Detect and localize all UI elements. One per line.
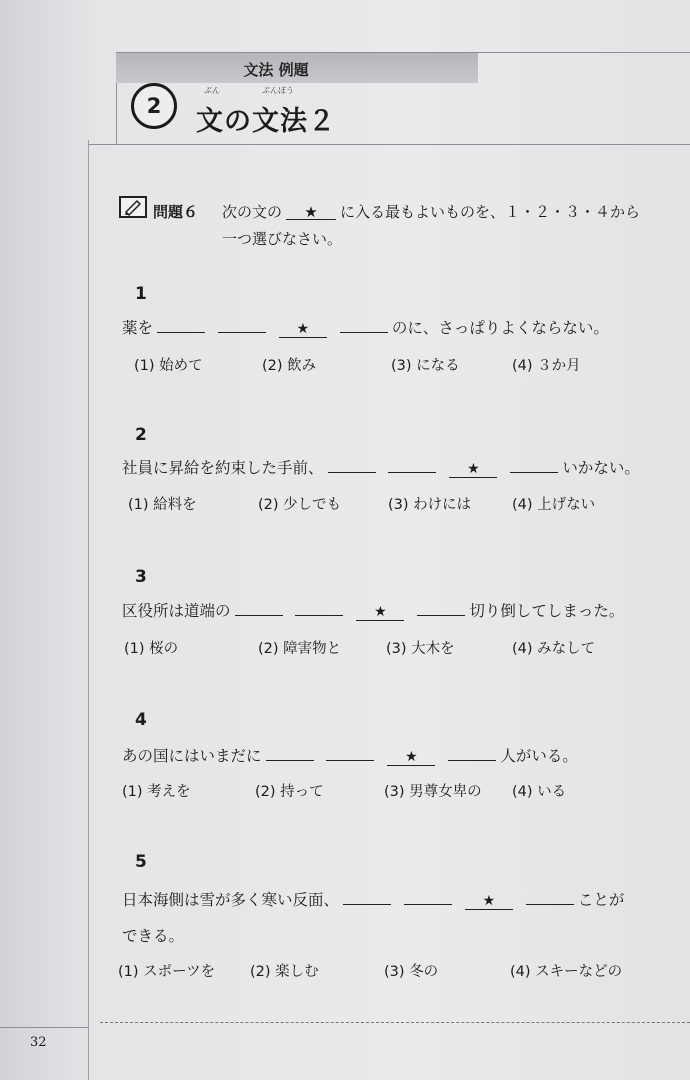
instruction-text-a: 次の文の xyxy=(222,203,283,221)
question-3-sentence xyxy=(122,599,624,621)
question-5-star-blank: ★ xyxy=(465,893,513,910)
question-number-4: 4 xyxy=(135,710,147,730)
header-divider xyxy=(88,144,690,145)
question-3-option-3: (3) 大木を xyxy=(386,641,455,657)
question-4-start: あの国にはいまだに xyxy=(122,747,262,765)
question-1-blank-4 xyxy=(340,316,388,333)
instruction-line-1 xyxy=(222,201,640,222)
question-5-blank-1 xyxy=(343,888,391,905)
question-4-option-3: (3) 男尊女卑の xyxy=(384,784,482,800)
question-2-blank-4 xyxy=(510,456,558,473)
question-2-end: いかない。 xyxy=(562,459,640,477)
question-4-option-4: (4) いる xyxy=(512,784,567,800)
question-5-option-4: (4) スキーなどの xyxy=(510,964,623,980)
question-5-option-3: (3) 冬の xyxy=(384,964,439,980)
question-5-sentence xyxy=(122,888,624,910)
question-4-sentence xyxy=(122,744,578,766)
question-1-star-blank: ★ xyxy=(279,321,327,338)
question-2-blank-1 xyxy=(328,456,376,473)
question-1-blank-2 xyxy=(218,316,266,333)
question-5-option-1: (1) スポーツを xyxy=(118,964,216,980)
question-3-option-2: (2) 障害物と xyxy=(258,641,342,657)
question-2-start: 社員に昇給を約束した手前、 xyxy=(122,459,324,477)
question-1-start: 薬を xyxy=(122,319,154,337)
question-5-end: ことが xyxy=(577,891,625,909)
question-3-blank-1 xyxy=(235,599,283,616)
question-5-blank-4 xyxy=(526,888,574,905)
question-2-option-1: (1) 給料を xyxy=(128,497,197,513)
question-1-option-2: (2) 飲み xyxy=(262,358,317,374)
question-3-option-4: (4) みなして xyxy=(512,641,596,657)
instruction-line-2: 一つ選びなさい。 xyxy=(222,230,343,248)
question-4-blank-2 xyxy=(326,744,374,761)
question-4-option-1: (1) 考えを xyxy=(122,784,191,800)
question-number-2: 2 xyxy=(135,425,147,445)
unit-number-badge: 2 xyxy=(131,83,177,129)
question-1-end: のに、さっぱりよくならない。 xyxy=(391,319,609,337)
question-4-blank-1 xyxy=(266,744,314,761)
question-3-start: 区役所は道端の xyxy=(122,602,231,620)
question-number-3: 3 xyxy=(135,567,147,587)
question-1-option-1: (1) 始めて xyxy=(134,358,203,374)
question-2-sentence xyxy=(122,456,640,478)
question-4-option-2: (2) 持って xyxy=(255,784,324,800)
question-1-blank-1 xyxy=(157,316,205,333)
problem-label: 問題６ xyxy=(153,203,199,221)
question-3-blank-4 xyxy=(417,599,465,616)
question-2-option-2: (2) 少しでも xyxy=(258,497,342,513)
question-1-option-4: (4) ３か月 xyxy=(512,358,581,374)
instruction-star-blank: ★ xyxy=(286,205,336,220)
question-number-5: 5 xyxy=(135,852,147,872)
question-3-blank-2 xyxy=(295,599,343,616)
question-3-option-1: (1) 桜の xyxy=(124,641,179,657)
question-5-sentence-line-2: できる。 xyxy=(122,927,185,945)
question-3-end: 切り倒してしまった。 xyxy=(469,602,625,620)
margin-rule xyxy=(88,140,89,1080)
ruby-bunpou: ぶんぽう xyxy=(262,86,294,95)
question-number-1: 1 xyxy=(135,284,147,304)
question-2-option-3: (3) わけには xyxy=(388,497,472,513)
section-label: 文法 例題 xyxy=(243,61,309,79)
question-2-star-blank: ★ xyxy=(449,461,497,478)
instruction-text-b: に入る最もよいものを、１・２・３・４から xyxy=(340,203,641,221)
page-number: 32 xyxy=(30,1035,47,1050)
question-5-start: 日本海側は雪が多く寒い反面、 xyxy=(122,891,340,909)
question-4-blank-4 xyxy=(448,744,496,761)
question-4-end: 人がいる。 xyxy=(500,747,578,765)
question-1-sentence xyxy=(122,316,609,338)
question-2-option-4: (4) 上げない xyxy=(512,497,596,513)
question-1-option-3: (3) になる xyxy=(391,358,460,374)
question-5-blank-2 xyxy=(404,888,452,905)
dashed-divider xyxy=(100,1022,690,1023)
unit-title: 文の文法２ xyxy=(196,106,336,137)
footer-rule xyxy=(0,1027,88,1028)
question-3-star-blank: ★ xyxy=(356,604,404,621)
question-5-option-2: (2) 楽しむ xyxy=(250,964,319,980)
question-2-blank-2 xyxy=(388,456,436,473)
question-4-star-blank: ★ xyxy=(387,749,435,766)
pencil-icon xyxy=(119,196,147,218)
ruby-bun: ぶん xyxy=(204,86,220,95)
